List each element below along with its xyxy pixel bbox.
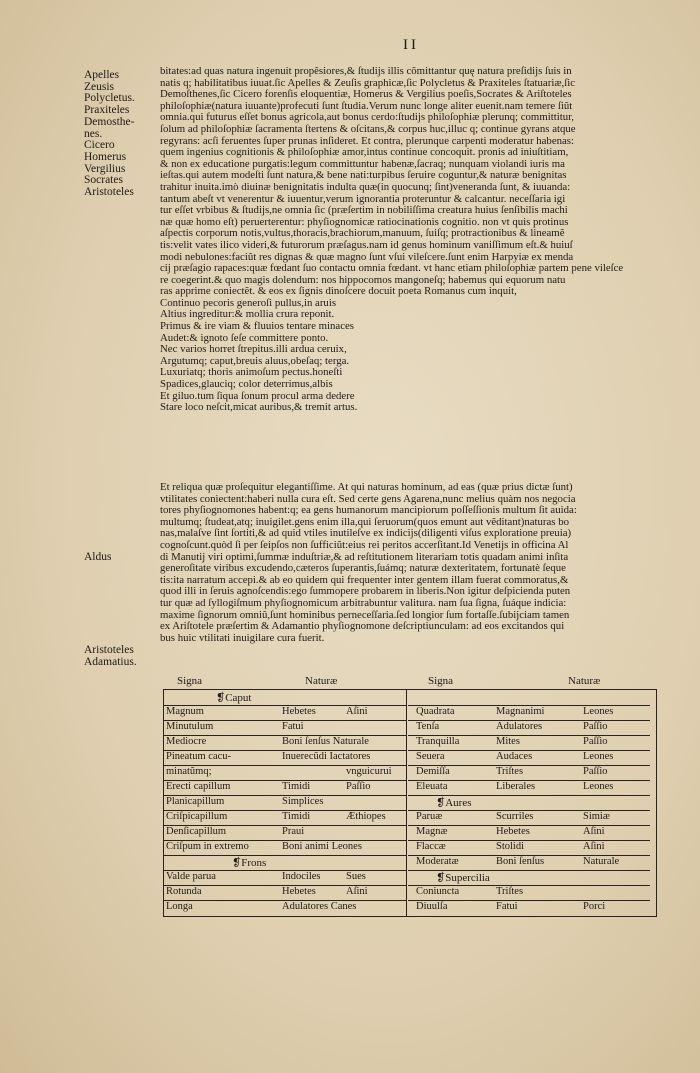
table-cell: Denſicapillum (166, 826, 227, 837)
text-line: ex Ariſtotele præſertim & Adamantio phyſiognomone deſcriptiunculam: ad eos excitandos qui (160, 621, 565, 633)
text-line: Continuo pecoris generoſi pullus,in aruis (160, 297, 337, 309)
table-cell: Fatui (282, 721, 304, 732)
table-row (408, 690, 650, 706)
text-line: tis:ita narratum accepi.& ab eo quidem qui frequenter inter gentem illam fuerat commoratus,& (160, 574, 569, 586)
table-row (164, 900, 406, 915)
text-line: vtilitates coniectent:haberi nulla cura eſt. Sed certe gens Agarena,nunc melius quàm nos negocia (160, 493, 576, 505)
table-cell: Fatui (496, 901, 518, 912)
text-line: bitates:ad quas natura ingenuit propẽsiores,& ſtudijs illis cõmittantur quę natura preſidijs ſuis in (160, 66, 572, 77)
text-line: Altius ingreditur:& mollia crura reponit. (160, 309, 335, 321)
table-cell: Timidi (282, 781, 311, 792)
table-cell: Hebetes (496, 826, 530, 837)
text-line: natis q; habilitatibus iuuat.ſic Apelles & Zeuſis graphicæ,ſic Polycletus & Praxiteles ſtatuariæ,ſic (160, 77, 576, 89)
text-line: generoſitate viribus excudendo,cæteros ſuperantis,ſuámq; naturæ dexteritatem, fortunatè ſeque (160, 563, 566, 575)
table-cell: Porci (583, 901, 606, 912)
table-row (164, 780, 406, 796)
table-cell: Planicapillum (166, 796, 225, 807)
table-row (164, 750, 406, 766)
table-row (408, 855, 650, 871)
table-cell: Adulatores (496, 721, 543, 732)
table-cell: Longa (166, 901, 193, 912)
text-line: regyrans: acſi feruentes ſuper prunas inſideret. Et contra, plerunque carpenti moderatur habenas: (160, 135, 575, 147)
text-line: cognoſcunt.quòd ſi per ſeipſos non ſufficiũt:eius rei peritos accerſitant.Id Venetijs in officina Al (160, 539, 569, 551)
table-row (408, 720, 650, 736)
table-cell: Mediocre (166, 736, 207, 747)
text-line: tis:velit vates ilico videri,& futurorum præſagus.nam id genus hominum vaniſſimum eſt.& huiuſ (160, 239, 573, 251)
table-section-heading (164, 855, 406, 871)
table-row (164, 840, 406, 856)
margin-note: Aristoteles (84, 186, 134, 199)
table-row (164, 795, 406, 811)
table-row (164, 765, 406, 781)
text-line: Et reliqua quæ proſequitur elegantiſſime. At qui naturas hominum, ad eas (quæ prius dictæ ſunt) (160, 482, 573, 493)
text-line: næ quæ homo eſt) peruerterentur: phyſiognomicæ ratiocinationis cognitio. non vt quis protinus (160, 216, 569, 228)
table-cell: Hebetes (282, 886, 316, 897)
text-line: Stare loco neſcit,micat auribus,& tremit artus. (160, 402, 358, 414)
table-cell: ❡Caput (216, 692, 252, 704)
table-cell: Magnum (166, 706, 204, 717)
table-cell: Rotunda (166, 886, 202, 897)
table-row (408, 900, 650, 915)
table-cell: Valde parua (166, 871, 216, 882)
table-row (164, 735, 406, 751)
text-line: Argutumq; caput,breuis aluus,obeſaq; terga. (160, 355, 350, 367)
table-row (164, 705, 406, 721)
margin-note-aldus: Aldus (84, 551, 112, 563)
text-line: Primus & ire viam & fluuios tentare minaces (160, 321, 355, 333)
table-cell: Magnæ (416, 826, 448, 837)
table-cell: Boni animi Leones (282, 841, 362, 852)
table-section-heading (408, 870, 650, 886)
margin-notes-bottom (84, 645, 156, 668)
header-signa-right: Signa (428, 675, 454, 687)
table-cell: Stolidi (496, 841, 525, 852)
table-cell: Paſſio (583, 766, 608, 777)
table-cell: Paruæ (416, 811, 443, 822)
text-line: tantum abeſt vt venerentur & iuuentur,verum ignorantia proteruntur & calcantur. neceſſaria igi (160, 193, 566, 205)
text-line: tur eſſet vrbibus & ſtudijs,ne omnia ſic (præſertim in nobiliſſima creatura huius ſenſibilis machi (160, 205, 568, 217)
table-cell: Tranquilla (416, 736, 460, 747)
table-cell: Minutulum (166, 721, 214, 732)
table-row (408, 765, 650, 781)
table-row (408, 750, 650, 766)
table-cell: Inuerecũdi Iactatores (282, 751, 371, 762)
margin-notes-top (84, 70, 156, 199)
table-cell: minatũmq; (166, 766, 212, 777)
table-cell: ❡Aures (436, 797, 472, 809)
text-line: tores phyſiognomones habent:q; ea gens humanorum mancipiorum poſſeſſionis multum ſit auida: (160, 505, 577, 517)
table-cell: Liberales (496, 781, 536, 792)
body-text-part-2 (160, 482, 685, 644)
text-line: maxime ſignorum omniũ,ſunt hominibus perneceſſaria.ſed longior ſum fortaſſe.ſubijciam tamen (160, 609, 570, 621)
text-line: quod illi in ſeruis agnoſcendis:ego ſummopere probarem in liberis.Non igitur deſpicienda puten (160, 586, 571, 598)
body-text (160, 66, 685, 644)
table-cell: Audaces (496, 751, 533, 762)
table-cell: Pineatum cacu- (166, 751, 232, 762)
margin-note: Socrates (84, 174, 123, 187)
table-row (408, 885, 650, 901)
margin-note: Aristoteles (84, 644, 134, 656)
table-cell: Triſtes (496, 886, 524, 897)
text-line: multumq; ſtudeat,atq; inuigilet.gens enim illa,qui ſeruorum(quos emunt aut vẽditant)naturas bo (160, 516, 570, 528)
margin-note: Praxiteles (84, 104, 130, 117)
table-cell: Paſſio (583, 721, 608, 732)
text-line: tur quæ ad ſyllogiſmum phyſiognomicum arbitrabuntur valitura. nam ſua ſigna, ſuáque indicia: (160, 597, 567, 609)
table-cell: Aſini (583, 841, 605, 852)
margin-note: Cicero (84, 139, 115, 152)
table-cell: Aſini (346, 706, 368, 717)
margin-note: Apelles (84, 69, 120, 81)
text-line: re coegerint.& quo magis dolendum: nos hippocomos mangoneſq; habemus qui equorum natu (160, 274, 566, 286)
table-row (164, 885, 406, 901)
table-section-heading (408, 795, 650, 811)
text-line: Spadices,glauciq; color deterrimus,albis (160, 379, 333, 391)
table-section-heading (164, 690, 406, 706)
table-cell: Triſtes (496, 766, 524, 777)
table-cell: Æthiopes (346, 811, 386, 822)
table-cell: Leones (583, 706, 614, 717)
table-cell: Erecti capillum (166, 781, 231, 792)
table-cell: Criſpum in extremo (166, 841, 249, 852)
table-cell: Naturale (583, 856, 620, 867)
table-cell: Mites (496, 736, 520, 747)
table-row (164, 720, 406, 736)
table-cell: Diuulſa (416, 901, 448, 912)
table-cell: Simplices (282, 796, 324, 807)
table-cell: Leones (583, 781, 614, 792)
margin-note: Zeusis (84, 80, 115, 93)
text-line: omnia.qui futurus eſſet bonus agricola,aut bonus cerdo:ſtudijs philoſophiæ plerunq; committitur, (160, 112, 574, 124)
text-line: Demoſthenes,ſic Cicero forenſis eloquentiæ, Homerus & Vergilius poeſis,Socrates & Ariſtoteles (160, 89, 572, 101)
table-row (408, 810, 650, 826)
table-row (408, 735, 650, 751)
table-row (408, 705, 650, 721)
body-text-part-1 (160, 66, 685, 414)
table-cell: Moderatæ (416, 856, 459, 867)
table-cell: Aſini (583, 826, 605, 837)
text-line: aſpectis corporum notis,vultus,thoracis,brachiorum,manuum, ſuiſq; protractionibus & lineamẽ (160, 228, 565, 240)
text-line: di Manutij viri optimi,ſummæ induſtriæ,& ad reſtitutionem literariam totis quadam animi inſita (160, 551, 569, 563)
table-row (408, 780, 650, 796)
table-row (164, 870, 406, 886)
margin-note: nes. (84, 127, 103, 140)
table-cell: Timidi (282, 811, 311, 822)
table-cell: Boni ſenſus Naturale (282, 736, 369, 747)
physiognomy-table (163, 689, 657, 917)
table-cell: Indociles (282, 871, 321, 882)
table-cell: Eleuata (416, 781, 448, 792)
text-line: cij præſagio rapaces:quæ fœdant ſuo contactu omnia fœdant. vt hanc etiam philoſophiæ partem pene vileſce (160, 263, 624, 275)
text-line: Et giluo.tum ſiqua ſonum procul arma dedere (160, 390, 355, 402)
table-cell: Simiæ (583, 811, 610, 822)
table-cell: Demiſſa (416, 766, 450, 777)
table-cell: Hebetes (282, 706, 316, 717)
table-cell: ❡Supercilia (436, 872, 490, 884)
text-line: Audet:& ignoto ſeſe committere ponto. (160, 332, 329, 344)
text-line: ras apprime coniectẽt. & eos ex ſignis dinoſcere docuit poeta Romanus cum inquit, (160, 286, 517, 298)
text-line: modi nebulones:faciũt res dignas & quæ magno ſunt vſui vileſcere.ſunt enim Harpyiæ ex menda (160, 251, 574, 263)
table-row (164, 810, 406, 826)
table-cell: Quadrata (416, 706, 455, 717)
table-cell: Flaccæ (416, 841, 446, 852)
table-cell: Sues (346, 871, 366, 882)
margin-note: Demosthe- (84, 115, 135, 128)
text-line: philoſophiæ(natura iuuante)profecuti ſunt ſtudia.Verum nunc longe aliter euenit.nam temere ſiũt (160, 100, 573, 112)
table-cell: Coniuncta (416, 886, 460, 897)
text-line: & non ex educatione purgatis:legum committuntur habenæ,ſacraq; nunquam violandi iuris ma (160, 158, 565, 170)
header-signa-left: Signa (177, 675, 203, 687)
header-naturae-right: Naturæ (568, 675, 601, 687)
margin-note: Polycletus. (84, 92, 135, 105)
table-cell: Aſini (346, 886, 368, 897)
table-cell: Tenſa (416, 721, 440, 732)
table-cell: Praui (282, 826, 305, 837)
table-cell: Scurriles (496, 811, 534, 822)
table-cell: Seuera (416, 751, 445, 762)
table-cell: Leones (583, 751, 614, 762)
table-column-right (408, 690, 650, 916)
table-cell: Paſſio (346, 781, 371, 792)
text-line: nas,malaſve ſint ſortiti,& ad quid vtiles inutileſve ex indicijs(diligenti viſus exploratione preuia) (160, 528, 572, 540)
margin-note: Homerus (84, 150, 127, 163)
table-cell: vnguicurui (346, 766, 392, 777)
header-naturae-left: Naturæ (305, 675, 338, 687)
table-cell: Adulatores Canes (282, 901, 357, 912)
margin-note: Adamatius. (84, 655, 137, 668)
table-cell: Paſſio (583, 736, 608, 747)
table-cell: Boni ſenſus (496, 856, 545, 867)
text-line: Luxuriatq; thoris animoſum pectus.honeſti (160, 367, 343, 379)
table-row (408, 825, 650, 841)
table-row (408, 840, 650, 856)
table-cell: Magnanimi (496, 706, 545, 717)
text-line: Nec varios horret ſtrepitus.illi ardua ceruix, (160, 344, 347, 356)
text-line: trahitur inuita.imò diuinæ benignitatis indulta quæ(in quocunq; ſint)veneranda ſunt, & iuuanda: (160, 181, 571, 193)
folio-number: II (403, 37, 419, 53)
table-column-left (164, 690, 407, 916)
text-line: bus huic vtilitati inuigilare cura fuerit. (160, 632, 325, 644)
table-cell: Criſpicapillum (166, 811, 228, 822)
text-line: ieſtas.qui autem modeſti ſunt natura,& bene nati:turpibus ſeruire coguntur,& naturæ benignitas (160, 170, 567, 182)
table-row (164, 825, 406, 841)
table-header (163, 675, 655, 688)
margin-note: Vergilius (84, 162, 126, 175)
text-line: quem ingenius cognitionis & philoſophiæ amor,intus continue concoquit. pronis ad iniuſtitiam, (160, 147, 569, 159)
text-line: ſolum ad philoſophiæ ſacramenta ſtertens & oſcitans,& corpus huc,illuc q; continue gyrans atque (160, 123, 576, 135)
table-cell: ❡Frons (232, 857, 267, 869)
